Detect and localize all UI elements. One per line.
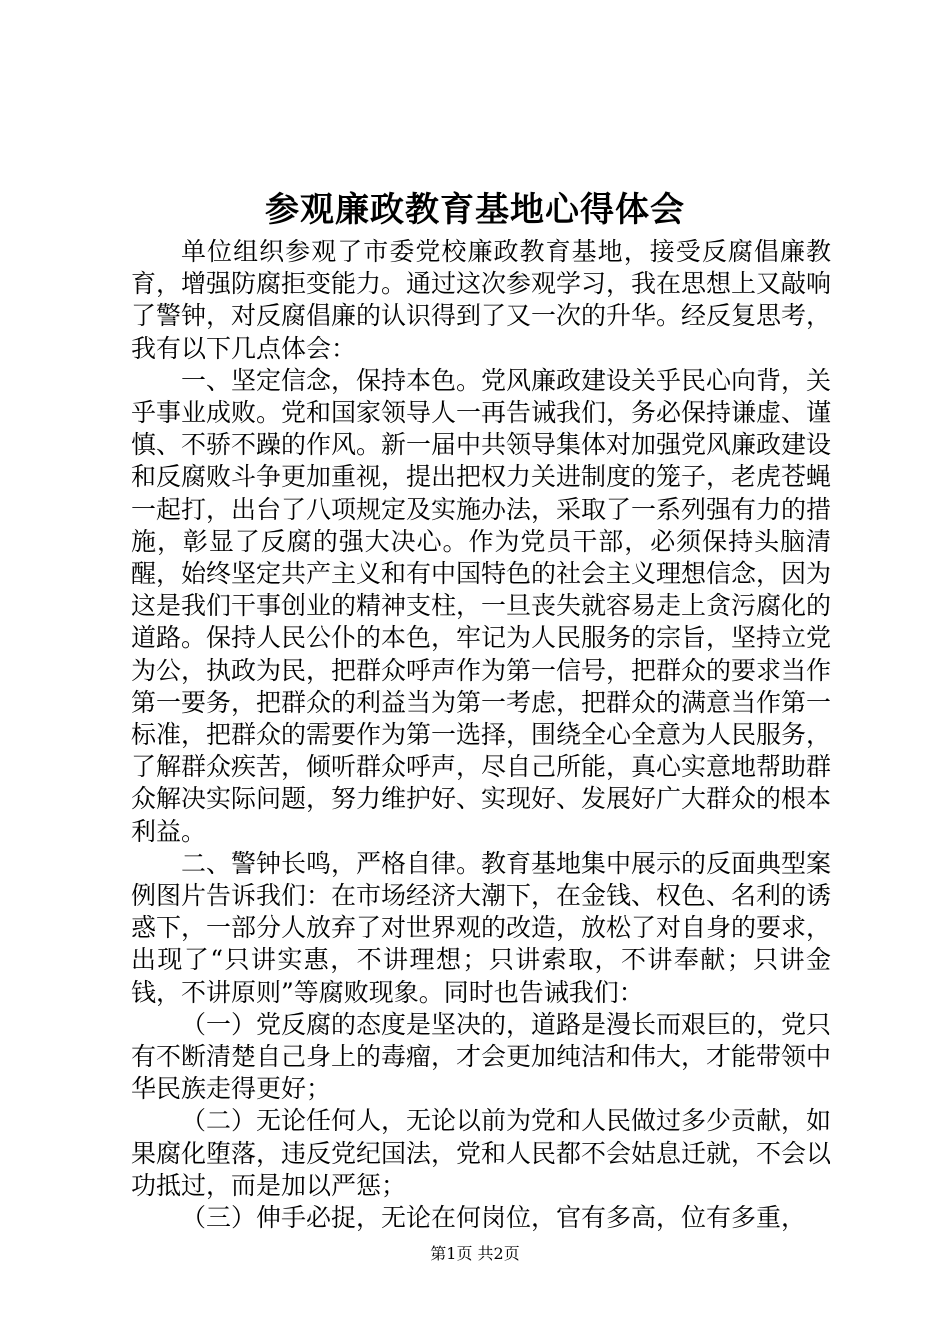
document-title: 参观廉政教育基地心得体会 bbox=[265, 190, 685, 230]
page-number-footer: 第1页 共2页 bbox=[430, 1244, 520, 1263]
document-body bbox=[131, 236, 831, 1234]
paragraph-subpoint-3: （三）伸手必捉，无论在何岗位，官有多高，位有多重， bbox=[181, 1203, 807, 1233]
paragraph-subpoint-2: （二）无论任何人，无论以前为党和人民做过多少贡献，如果腐化堕落，违反党纪国法，党和人民都不会姑息迁就，不会以功抵过，而是加以严惩； bbox=[131, 1106, 832, 1200]
paragraph-subpoint-1: （一）党反腐的态度是坚决的，道路是漫长而艰巨的，党只有不断清楚自己身上的毒瘤，才会更加纯洁和伟大，才能带领中华民族走得更好； bbox=[131, 1009, 832, 1104]
paragraph-point-one: 一、坚定信念，保持本色。党风廉政建设关乎民心向背，关乎事业成败。党和国家领导人一再告诫我们，务必保持谦虚、谨慎、不骄不躁的作风。新一届中共领导集体对加强党风廉政建设和反腐败斗争更加重视，提出把权力关进制度的笼子，老虎苍蝇一起打，出台了八项规定及实施办法，采取了一系列强有力的措施，彰显了反腐的强大决心。作为党员干部，必须保持头脑清醒，始终坚定共产主义和有中国特色的社会主义理想信念，因为这是我们干事创业的精神支柱，一旦丧失就容易走上贪污腐化的道路。保持人民公仆的本色，牢记为人民服务的宗旨，坚持立党为公，执政为民，把群众呼声作为第一信号，把群众的要求当作第一要务，把群众的利益当为第一考虑，把群众的满意当作第一标准，把群众的需要作为第一选择，围绕全心全意为人民服务，了解群众疾苦，倾听群众呼声，尽自己所能，真心实意地帮助群众解决实际问题，努力维护好、实现好、发展好广大群众的根本利益。 bbox=[131, 365, 832, 846]
paragraph-point-two: 二、警钟长鸣，严格自律。教育基地集中展示的反面典型案例图片告诉我们：在市场经济大潮下，在金钱、权色、名利的诱惑下，一部分人放弃了对世界观的改造，放松了对自身的要求，出现了“只讲实惠，不讲理想；只讲索取，不讲奉献；只讲金钱，不讲原则”等腐败现象。同时也告诫我们： bbox=[131, 848, 832, 1007]
paragraph-intro: 单位组织参观了市委党校廉政教育基地，接受反腐倡廉教育，增强防腐拒变能力。通过这次参观学习，我在思想上又敲响了警钟，对反腐倡廉的认识得到了又一次的升华。经反复思考，我有以下几点体会： bbox=[131, 237, 832, 363]
